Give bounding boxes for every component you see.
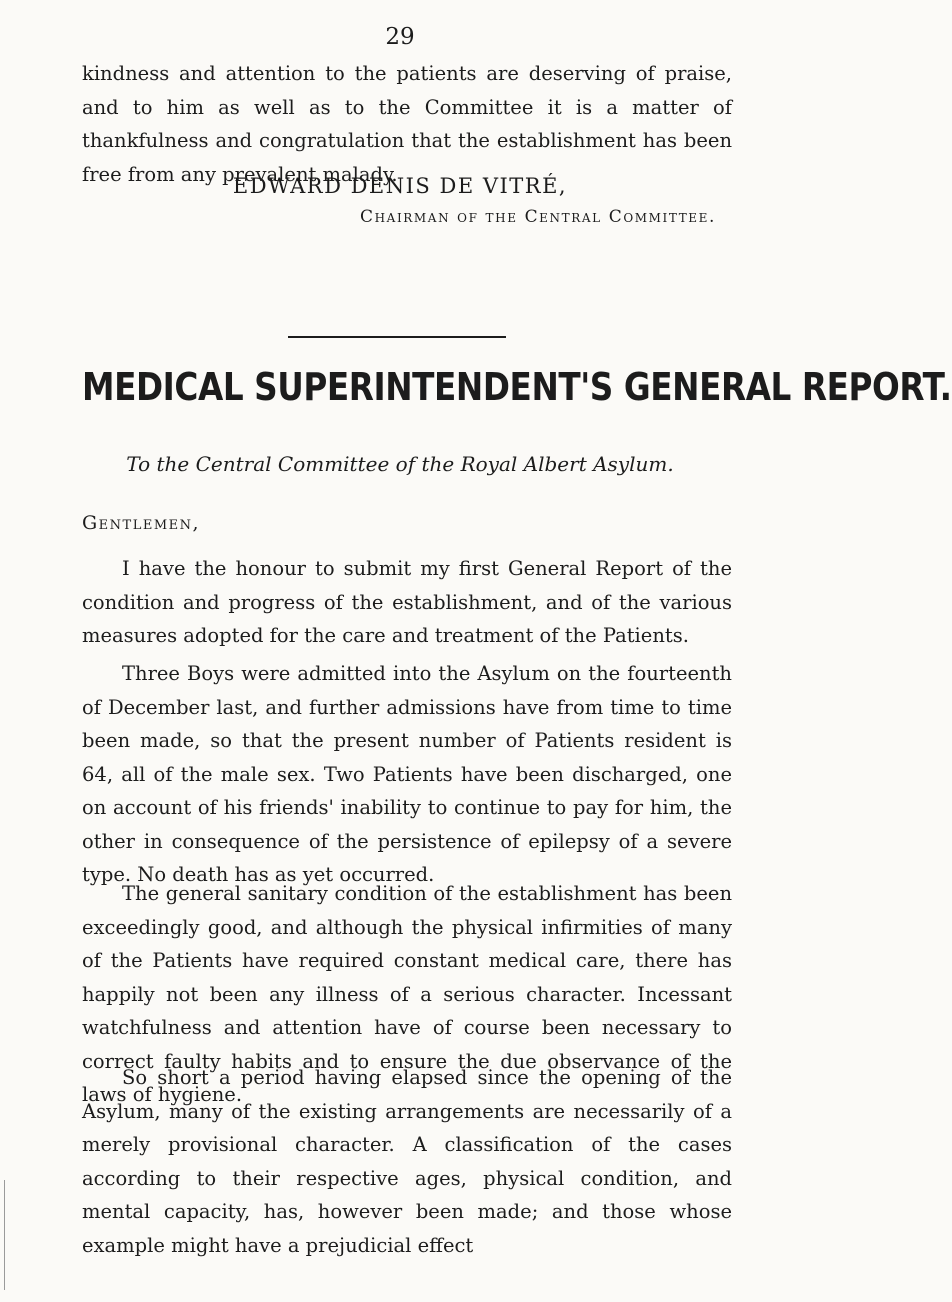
continuation-paragraph: kindness and attention to the patients are deserving of praise, and to him as well as to the Committee it is a matter of thankfulness and congratulation that the establishment has been free from any prevalent malady. — [82, 62, 732, 186]
salutation: Gentlemen, — [82, 512, 201, 534]
body-paragraph-2: Three Boys were admitted into the Asylum on the fourteenth of December last, and further admissions have from time to time been made, so that the present number of Patients resident is 64, all of the male sex. Two Patients have been discharged, one on account of his friends' inability to continue to pay for him, the other in consequence of the persistence of epilepsy of a severe type. No death has as yet occurred. — [82, 662, 732, 886]
report-heading: MEDICAL SUPERINTENDENT'S GENERAL REPORT. — [82, 365, 952, 409]
body-paragraph-3: The general sanitary condition of the establishment has been exceedingly good, and although the physical infirmities of many of the Patients have required constant medical care, there has happily not been any illness of a serious character. Incessant watchfulness and attention have of course been necessary to correct faulty habits and to ensure the due observance of the laws of hygiene. — [82, 882, 732, 1106]
signature-name: EDWARD DENIS DE VITRÉ, — [232, 174, 568, 198]
body-paragraph-4: So short a period having elapsed since the opening of the Asylum, many of the existing arrangements are necessarily of a merely provisional character. A classification of the cases according to their respective ages, physical condition, and mental capacity, has, however been made; and those whose example might have a prejudicial effect — [82, 1066, 732, 1257]
section-divider — [288, 336, 506, 338]
report-address: To the Central Committee of the Royal Albert Asylum. — [126, 452, 674, 476]
signature-title: Chairman of the Central Committee. — [360, 207, 717, 227]
body-paragraph-1: I have the honour to submit my first General Report of the condition and progress of the establishment, and of the various measures adopted for the care and treatment of the Patients. — [82, 557, 732, 647]
page-number: 29 — [385, 24, 415, 50]
page-edge-mark — [4, 1180, 5, 1290]
